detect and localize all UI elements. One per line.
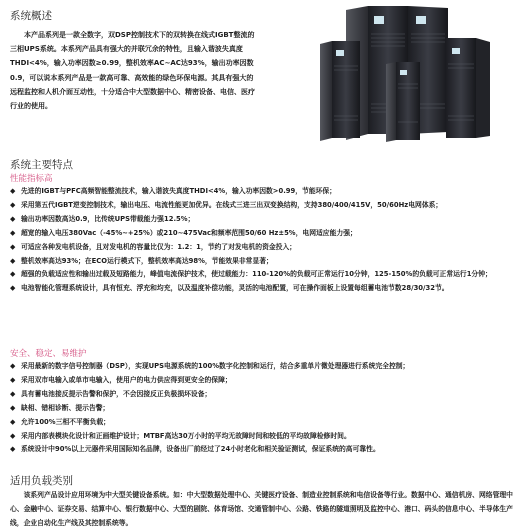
list-item: ◆ 采用内部表模块化设计和正画维护设计；MTBF高达30万小时的平均无故障时间和较低的平均故障检修时间。 [10, 430, 515, 444]
cabinet-medium-right [446, 38, 490, 138]
ups-cabinets-image [258, 4, 516, 142]
usage-text [10, 489, 515, 530]
diamond-bullet-icon: ◆ [10, 284, 16, 293]
features-title: 系统主要特点 [10, 159, 73, 171]
diamond-bullet-icon: ◆ [10, 228, 16, 237]
features-subheading-performance: 性能指标高 [10, 174, 53, 184]
list-item: ◆ 整机效率高达93%；在ECO运行模式下，整机效率高达98%，节能效果非常显著； [10, 255, 515, 269]
usage-paragraph: 该系列产品设计应用环境为中大型关键设备系统。如：中大型数据处理中心、关键医疗设备、制造业控制系统和电信设备等行业。数据中心、通信机房、网络管理中心、金融中心、证券交易、结算中心、银行数据中心、大型的剧院、体育场馆、交通管制中心、公路、铁路的隧道照明及监控中心、港口、码头的信息中心、半导体生产线，企业自动化生产线及其控制系统等。 [10, 491, 513, 527]
diamond-bullet-icon: ◆ [10, 431, 16, 440]
diamond-bullet-icon: ◆ [10, 187, 16, 195]
diamond-bullet-icon: ◆ [10, 417, 16, 426]
cabinet-medium-left [320, 41, 360, 141]
list-item: ◆ 缺相、错相诊断、提示告警； [10, 402, 515, 416]
list-item: ◆ 采用双市电输入或单市电输入，使用户的电力供应得到更安全的保障； [10, 374, 515, 388]
diamond-bullet-icon: ◆ [10, 270, 16, 279]
cabinet-small-front [386, 62, 420, 142]
usage-title: 适用负载类别 [10, 475, 73, 487]
performance-feature-list [10, 185, 515, 296]
list-item: ◆ 超强的负载适应性和输出过载及短路能力，峰值电流保护技术，使过载能力：110-120%的负载可正常运行10分钟，125-150%的负载可正常运行1分钟； [10, 268, 515, 282]
list-item: ◆ 输出功率因数高达0.9，比传统UPS带载能力强12.5%； [10, 213, 515, 227]
diamond-bullet-icon: ◆ [10, 200, 16, 209]
list-item: ◆ 先进的IGBT与PFC高频智能整流技术，输入谐波失真度THDI<4%，输入功率因数>0.99，节能环保； [10, 185, 515, 199]
diamond-bullet-icon: ◆ [10, 403, 16, 412]
features-subheading-safety: 安全、稳定、易维护 [10, 349, 87, 359]
diamond-bullet-icon: ◆ [10, 256, 16, 265]
safety-feature-list [10, 360, 515, 457]
diamond-bullet-icon: ◆ [10, 214, 16, 223]
list-item: ◆ 电池智能化管理系统设计，具有恒充、浮充和均充，以及温度补偿功能，灵活的电池配置，可在操作面板上设置每组蓄电池节数28/30/32节。 [10, 282, 515, 296]
list-item: ◆ 采用最新的数字信号控制器（DSP），实现UPS电源系统的100%数字化控制和运行，结合多重单片微处理器进行系统完全控制； [10, 360, 515, 374]
list-item: ◆ 系统设计中90%以上元器件采用国际知名品牌，设备出厂前经过了24小时老化和相关验证测试，保证系统的高可靠性。 [10, 443, 515, 457]
list-item: ◆ 具有蓄电池接反提示告警和保护，不会因接反正负极损坏设备； [10, 388, 515, 402]
list-item: ◆ 允许100%三相不平衡负载； [10, 416, 515, 430]
diamond-bullet-icon: ◆ [10, 375, 16, 384]
list-item: ◆ 超宽的输入电压380Vac（-45%~+25%）或210~475Vac和频率范围50/60 Hz±5%，电网适应能力强； [10, 227, 515, 241]
diamond-bullet-icon: ◆ [10, 242, 16, 251]
list-item: ◆ 采用第五代IGBT逆变控制技术，输出电压、电流性能更加优异。在线式三进三出双变换结构，支持380/400/415V，50/60Hz电网体系； [10, 199, 515, 213]
diamond-bullet-icon: ◆ [10, 389, 16, 398]
overview-title: 系统概述 [10, 10, 52, 22]
list-item: ◆ 可适应各种发电机设备，且对发电机的容量比仅为：1.2：1，节约了对发电机的资金投入； [10, 241, 515, 255]
overview-paragraph: 本产品系列是一款全数字，双DSP控制技术下的双转换在线式IGBT整流的三相UPS系统。本系列产品具有强大的并联冗余的特性，且输入谐波失真度THDI<4%，输入功率因数≥0.99，整机效率AC~AC达93%，输出功率因数0.9，可以说本系列产品是一款高可靠、高效能的绿色环保电源。其具有强大的远程监控和人机介面互动性，十分适合中大型数据中心、精密设备、电信、医疗行业的使用。 [10, 31, 255, 111]
diamond-bullet-icon: ◆ [10, 445, 16, 454]
diamond-bullet-icon: ◆ [10, 362, 16, 370]
overview-text [10, 28, 260, 113]
